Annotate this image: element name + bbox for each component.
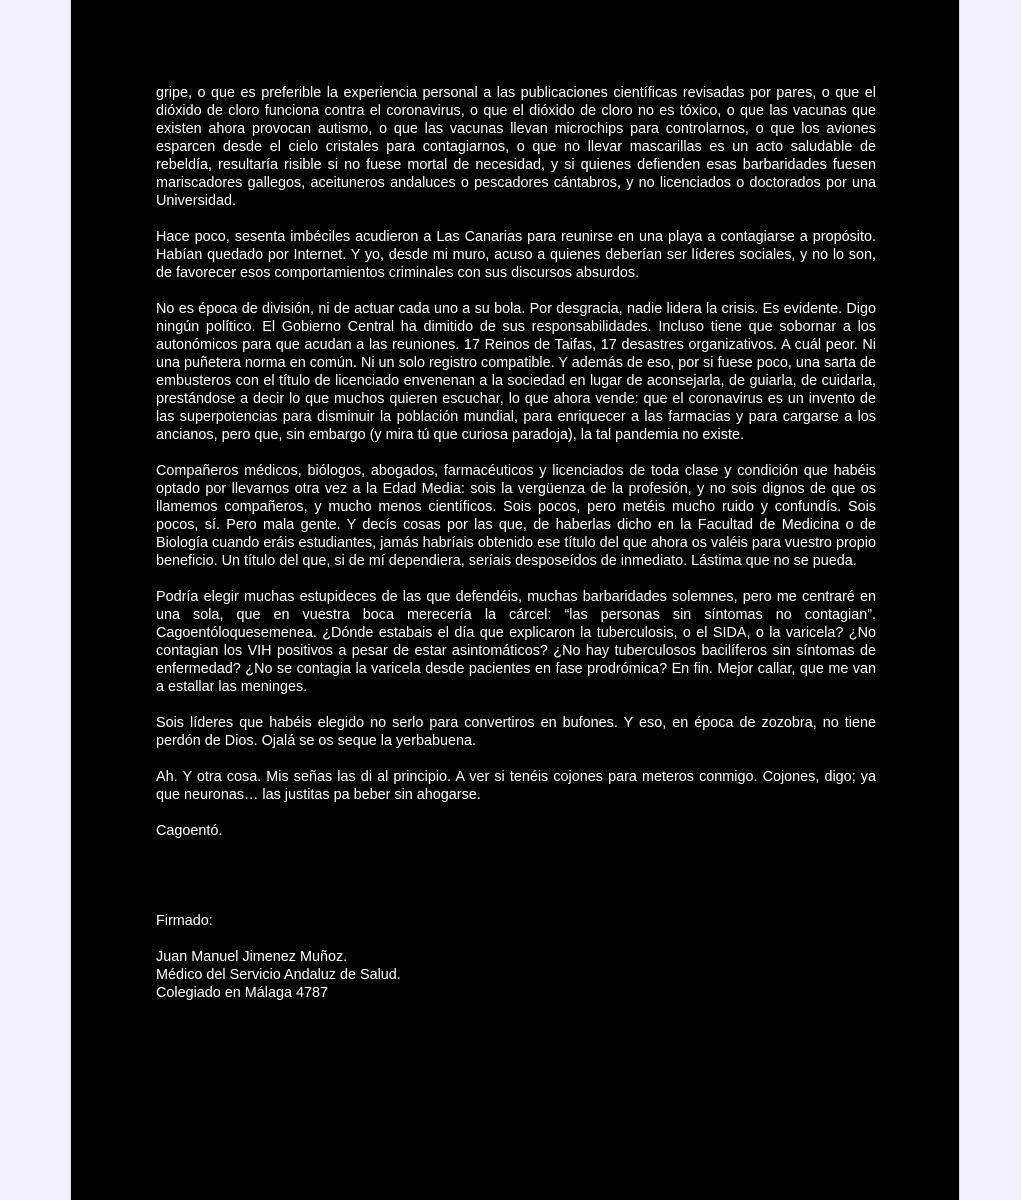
- signature-label: Firmado:: [156, 913, 213, 929]
- paragraph-7: Ah. Y otra cosa. Mis señas las di al principio. A ver si tenéis cojones para meteros conmigo. Cojones, digo; ya que neuronas… las justitas pa beber sin ahogarse.: [156, 769, 876, 803]
- spacer: [156, 858, 876, 912]
- paragraph-3: No es época de división, ni de actuar cada uno a su bola. Por desgracia, nadie lidera la crisis. Es evidente. Digo ningún político. El Gobierno Central ha dimitido de sus responsabilidades. Incluso tiene que sobornar a los autonómicos para que acudan a las reuniones. 17 Reinos de Taifas, 17 desastres organizativos. A cuál peor. Ni una puñetera norma en común. Ni un solo registro compatible. Y además de eso, por si fuese poco, una sarta de embusteros con el título de licenciado envenenan a la sociedad en lugar de aconsejarla, de guiarla, de cuidarla, prestándose a decir lo que muchos quieren escuchar, lo que ahora vende: que el coronavirus es un invento de las superpotencias para disminuir la población mundial, para enriquecer a las farmacias y para cargarse a los ancianos, pero que, sin embargo (y mira tú que curiosa paradoja), la tal pandemia no existe.: [156, 301, 876, 443]
- signature-registration: Colegiado en Málaga 4787: [156, 985, 329, 1001]
- closing-line: Cagoentó.: [156, 823, 223, 839]
- document-page: [70, 0, 960, 1200]
- signature-position: Médico del Servicio Andaluz de Salud.: [156, 967, 401, 983]
- paragraph-4: Compañeros médicos, biólogos, abogados, farmacéuticos y licenciados de toda clase y condición que habéis optado por llevarnos otra vez a la Edad Media: sois la vergüenza de la profesión, y no sois dignos de que os llamemos compañeros, y mucho menos científicos. Sois pocos, pero metéis mucho ruido y confundís. Sois pocos, sí. Pero mala gente. Y decís cosas por las que, de haberlas dicho en la Facultad de Medicina o de Biología cuando eráis estudiantes, jamás habríais obtenido ese título del que ahora os valéis para vuestro propio beneficio. Un título del que, si de mí dependiera, seríais desposeídos de inmediato. Lástima que no se pueda.: [156, 463, 876, 569]
- signature-name: Juan Manuel Jimenez Muñoz.: [156, 949, 348, 965]
- paragraph-2: Hace poco, sesenta imbéciles acudieron a Las Canarias para reunirse en una playa a contagiarse a propósito. Habían quedado por Internet. Y yo, desde mi muro, acuso a quienes deberían ser líderes sociales, y no lo son, de favorecer esos comportamientos criminales con sus discursos absurdos.: [156, 229, 876, 281]
- paragraph-1: gripe, o que es preferible la experiencia personal a las publicaciones científicas revisadas por pares, o que el dióxido de cloro funciona contra el coronavirus, o que el dióxido de cloro no es tóxico, o que las vacunas que existen ahora provocan autismo, o que las vacunas llevan microchips para controlarnos, o que los aviones esparcen desde el cielo cristales para contagiarnos, o que no llevar mascarillas es un acto saludable de rebeldía, resultaría risible si no fuese mortal de necesidad, y si quienes defienden esas barbaridades fuesen mariscadores gallegos, aceituneros andaluces o pescadores cántabros, y no licenciados o doctorados por una Universidad.: [156, 85, 876, 209]
- signature-block: [156, 948, 876, 1002]
- paragraph-5: Podría elegir muchas estupideces de las que defendéis, muchas barbaridades solemnes, pero me centraré en una sola, que en vuestra boca merecería la cárcel: “las personas sin síntomas no contagian”. Cagoentóloquesemenea. ¿Dónde estabais el día que explicaron la tuberculosis, o el SIDA, o la varicela? ¿No contagian los VIH positivos a pesar de estar asintomáticos? ¿No hay tuberculosos bacilíferos sin síntomas de enfermedad? ¿No se contagia la varicela desde pacientes en fase prodrómica? En fin. Mejor callar, que me van a estallar las meninges.: [156, 589, 876, 695]
- document-body: [156, 84, 876, 1002]
- paragraph-6: Sois líderes que habéis elegido no serlo para convertiros en bufones. Y eso, en época de zozobra, no tiene perdón de Dios. Ojalá se os seque la yerbabuena.: [156, 715, 876, 749]
